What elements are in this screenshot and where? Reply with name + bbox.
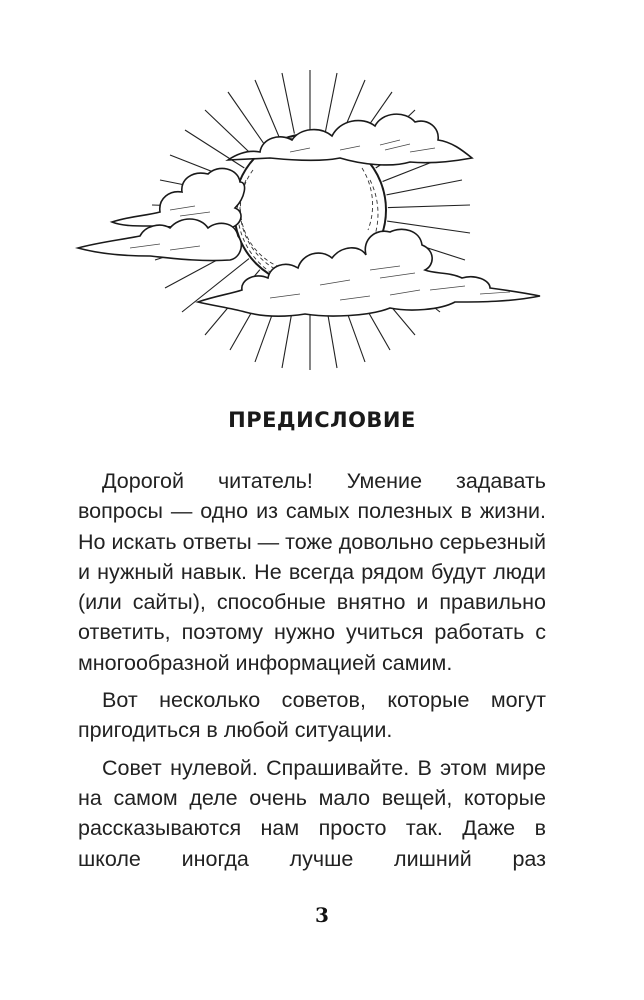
page-number: 3 [315,903,329,927]
sun-icon [70,40,570,390]
paragraph: Вот несколько советов, которые могут пригодиться в любой ситуации. [78,688,546,743]
paragraph: Совет нулевой. Спрашивайте. В этом мире на самом деле очень мало вещей, которые рассказываются нам просто так. Даже в школе иногда лучше лишний раз [78,755,546,871]
body-text [78,466,546,881]
cloud-left [78,168,245,260]
sun-clouds-illustration [70,40,570,390]
cloud-top-right [228,114,472,165]
paragraph: Дорогой читатель! Умение задавать вопросы — одно из самых полезных в жизни. Но искать ответы — тоже довольно серьезный и нужный навык. Не всегда рядом будут люди (или сайты), способные внятно и правильно ответить, поэтому нужно учиться работать с многообразной информацией самим. [78,469,547,675]
page-title: ПРЕДИСЛОВИЕ [228,408,416,432]
